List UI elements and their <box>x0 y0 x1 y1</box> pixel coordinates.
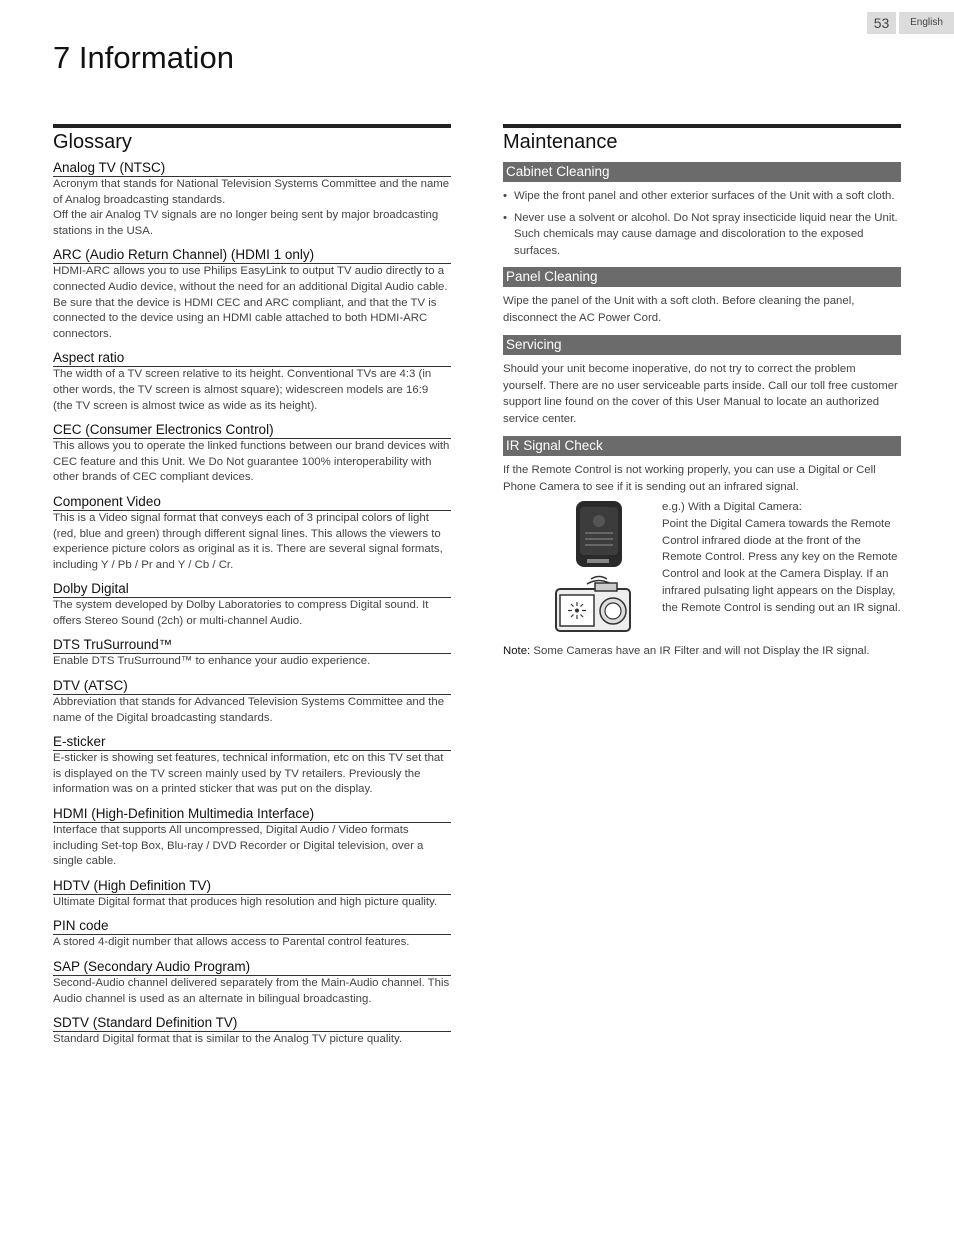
ir-signal-check-text: If the Remote Control is not working properly, you can use a Digital or Cell Phone Camera to see if it is sending out an infrared signal. <box>503 464 876 493</box>
panel-cleaning-text: Wipe the panel of the Unit with a soft cloth. Before cleaning the panel, disconnect the AC Power Cord. <box>503 295 855 324</box>
language-label: English <box>899 12 954 34</box>
glossary-term: ARC (Audio Return Channel) (HDMI 1 only) <box>53 247 451 264</box>
glossary-definition: HDMI-ARC allows you to use Philips EasyLink to output TV audio directly to a connected Audio device, without the need for an additional Digital Audio cable. Be sure that the device is HDMI CEC and ARC compliant, and that the TV is connected to the device using an HDMI cable attached to both HDMI-ARC connectors. <box>53 265 448 340</box>
glossary-term: E-sticker <box>53 734 451 751</box>
glossary-term: SAP (Secondary Audio Program) <box>53 959 451 976</box>
glossary-definition: Second-Audio channel delivered separately from the Main-Audio channel. This Audio channel is used as an alternate in bilingual broadcasting. <box>53 977 450 1005</box>
glossary-definition: Acronym that stands for National Television Systems Committee and the name of Analog broadcasting standards. Off the air Analog TV signals are no longer being sent by major broadcasting stations in the USA. <box>53 178 450 237</box>
glossary-term: CEC (Consumer Electronics Control) <box>53 422 451 439</box>
glossary-term: HDMI (High-Definition Multimedia Interface) <box>53 806 451 823</box>
cabinet-cleaning-list <box>503 188 901 259</box>
glossary-definition: This allows you to operate the linked functions between our brand devices with CEC feature and this Unit. We Do Not guarantee 100% interoperability with other brands of CEC compliant devices. <box>53 440 450 484</box>
glossary-definition: Enable DTS TruSurround™ to enhance your audio experience. <box>53 655 371 668</box>
glossary-term: DTV (ATSC) <box>53 678 451 695</box>
cabinet-cleaning-heading: Cabinet Cleaning <box>503 162 901 182</box>
maintenance-column <box>503 124 901 659</box>
glossary-term: Dolby Digital <box>53 581 451 598</box>
note-text: Some Cameras have an IR Filter and will not Display the IR signal. <box>530 645 870 657</box>
chapter-title: 7 Information <box>53 40 234 75</box>
glossary-term: Aspect ratio <box>53 350 451 367</box>
list-item: • Never use a solvent or alcohol. Do Not spray insecticide liquid near the Unit. Such chemicals may cause damage and discoloration to the exposed surfaces. <box>503 210 901 260</box>
note-label: Note: <box>503 645 531 657</box>
glossary-definition: Abbreviation that stands for Advanced Television Systems Committee and the name of the Digital broadcasting standards. <box>53 696 445 724</box>
glossary-definition: A stored 4-digit number that allows access to Parental control features. <box>53 936 410 949</box>
glossary-column <box>53 124 451 1048</box>
list-item: • Wipe the front panel and other exterior surfaces of the Unit with a soft cloth. <box>503 188 901 205</box>
ir-check-illustration-block <box>503 499 901 639</box>
maintenance-heading: Maintenance <box>503 124 901 154</box>
servicing-heading: Servicing <box>503 335 901 355</box>
glossary-definition: Interface that supports All uncompressed, Digital Audio / Video formats including Set-top Box, Blu-ray / DVD Recorder or Digital television, over a single cable. <box>53 824 424 868</box>
glossary-term: DTS TruSurround™ <box>53 637 451 654</box>
glossary-term: Component Video <box>53 494 451 511</box>
glossary-definition: This is a Video signal format that conveys each of 3 principal colors of light (red, blue and green) through different signal lines. This allows the viewers to experience picture colors as original as it is. There are several signal formats, including Y / Pb / Pr and Y / Cb / Cr. <box>53 511 443 571</box>
remote-camera-illustration <box>555 499 633 633</box>
glossary-term: HDTV (High Definition TV) <box>53 878 451 895</box>
ir-note <box>503 643 901 659</box>
ir-signal-check-heading: IR Signal Check <box>503 436 901 456</box>
glossary-list <box>53 160 451 1048</box>
glossary-term: Analog TV (NTSC) <box>53 160 451 177</box>
servicing-text: Should your unit become inoperative, do not try to correct the problem yourself. There are no user serviceable parts inside. Call our toll free customer support line found on the cover of this User Manual to locate an authorized service center. <box>503 363 898 425</box>
glossary-definition: E-sticker is showing set features, technical information, etc on this TV set that is displayed on the TV screen mainly used by TV retailers. Previously the information was on a printed sticker that was put on the display. <box>53 752 444 796</box>
glossary-heading: Glossary <box>53 124 451 154</box>
ir-example: e.g.) With a Digital Camera: Point the Digital Camera towards the Remote Control infrared diode at the front of the Remote Control. Press any key on the Remote Control and look at the Camera Display. If an infrared pulsating light appears on the Display, the Remote Control is sending out an IR signal. <box>662 501 901 614</box>
glossary-definition: Ultimate Digital format that produces high resolution and high picture quality. <box>53 895 438 908</box>
glossary-term: PIN code <box>53 918 451 935</box>
glossary-definition: The width of a TV screen relative to its height. Conventional TVs are 4:3 (in other words, the TV screen is almost square); widescreen models are 16:9 (the TV screen is almost twice as wide as its height). <box>53 368 432 412</box>
page-number: 53 <box>867 12 896 34</box>
glossary-definition: Standard Digital format that is similar to the Analog TV picture quality. <box>53 1033 403 1046</box>
ir-check-example-text <box>662 499 902 617</box>
glossary-term: SDTV (Standard Definition TV) <box>53 1015 451 1032</box>
digital-camera-icon <box>556 583 630 631</box>
remote-control-icon <box>576 501 622 567</box>
glossary-definition: The system developed by Dolby Laboratories to compress Digital sound. It offers Stereo Sound (2ch) or multi-channel Audio. <box>53 599 429 627</box>
panel-cleaning-heading: Panel Cleaning <box>503 267 901 287</box>
